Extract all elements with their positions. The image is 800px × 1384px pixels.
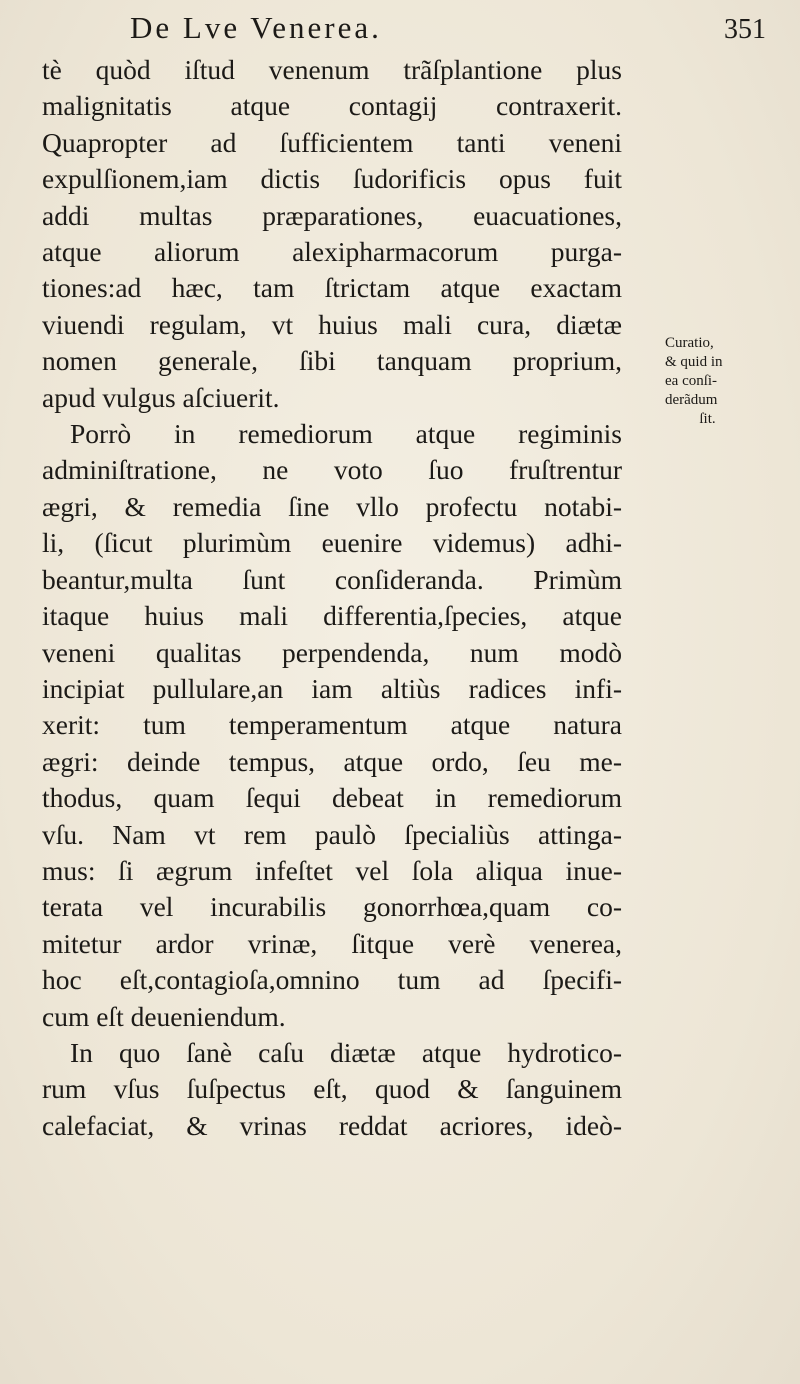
text-line: tiones:ad hæc, tam ſtrictam atque exactam (42, 272, 622, 304)
text-line: adminiſtratione, ne voto ſuo fruſtrentur (42, 454, 622, 486)
text-line: hoc eſt,contagioſa,omnino tum ad ſpecifi- (42, 964, 622, 996)
marginal-note (665, 334, 795, 429)
marginal-note-line: derãdum (665, 392, 718, 408)
paragraph-start-line: Porrò in remediorum atque regiminis (70, 418, 622, 450)
text-line: li, (ſicut plurimùm euenire videmus) adhi- (42, 527, 622, 559)
text-line: tè quòd iſtud venenum trãſplantione plus (42, 54, 622, 85)
text-line: malignitatis atque contagij contraxerit. (42, 90, 622, 122)
text-line: ægri: deinde tempus, atque ordo, ſeu me- (42, 745, 622, 777)
text-line: terata vel incurabilis gonorrhœa,quam co- (42, 891, 622, 923)
text-line: mitetur ardor vrinæ, ſitque verè venerea, (42, 927, 622, 959)
marginal-note-line: & quid in (665, 354, 723, 370)
text-line: cum eſt deueniendum. (42, 1000, 286, 1032)
text-line: incipiat pullulare,an iam altiùs radices infi- (42, 672, 622, 704)
marginal-note-line: ea conſi- (665, 373, 718, 389)
marginal-note-line: ſit. (699, 411, 716, 427)
running-title: De Lve Venerea. (130, 10, 382, 45)
text-line: calefaciat, & vrinas reddat acriores, ideò- (42, 1109, 622, 1141)
text-line: addi multas præparationes, euacuationes, (42, 199, 622, 231)
body-text (42, 52, 622, 1144)
text-line: rum vſus ſuſpectus eſt, quod & ſanguinem (42, 1073, 622, 1105)
text-line: thodus, quam ſequi debeat in remediorum (42, 782, 622, 814)
text-line: ægri, & remedia ſine vllo profectu notabi- (42, 490, 622, 522)
text-line: atque aliorum alexipharmacorum purga- (42, 236, 622, 268)
text-line: apud vulgus aſciuerit. (42, 381, 280, 413)
marginal-note-line: Curatio, (665, 335, 714, 351)
text-line: vſu. Nam vt rem paulò ſpecialiùs attinga- (42, 818, 622, 850)
page-number: 351 (724, 14, 766, 45)
text-line: Quapropter ad ſufficientem tanti veneni (42, 126, 622, 158)
text-line: viuendi regulam, vt huius mali cura, diætæ (42, 308, 622, 340)
text-line: nomen generale, ſibi tanquam proprium, (42, 345, 622, 377)
text-line: beantur,multa ſunt conſideranda. Primùm (42, 563, 622, 595)
text-line: itaque huius mali differentia,ſpecies, atque (42, 600, 622, 632)
text-line: expulſionem,iam dictis ſudorificis opus fuit (42, 163, 622, 195)
text-line: xerit: tum temperamentum atque natura (42, 709, 622, 741)
text-line: mus: ſi ægrum infeſtet vel ſola aliqua inue- (42, 854, 622, 886)
text-line: veneni qualitas perpendenda, num modò (42, 636, 622, 668)
paragraph-start-line: In quo ſanè caſu diætæ atque hydrotico- (70, 1036, 622, 1068)
